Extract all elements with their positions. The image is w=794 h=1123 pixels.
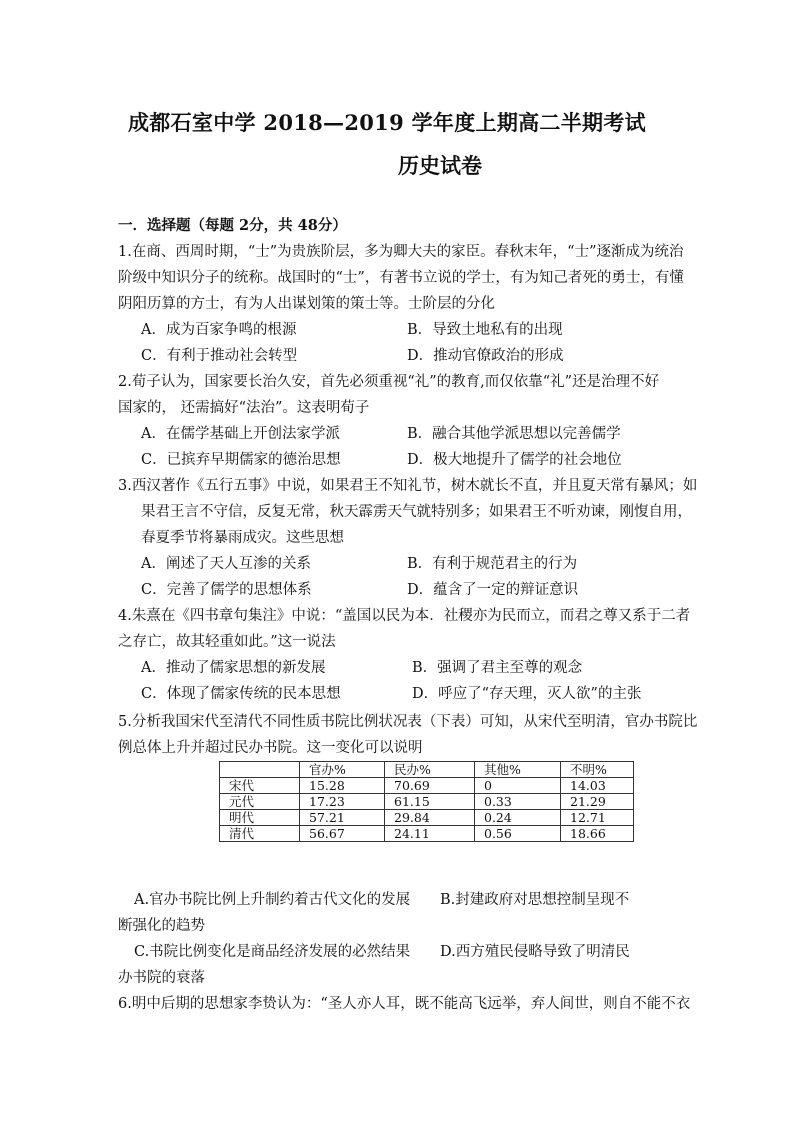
q4-option-d: D．呼应了“存天理，灭人欲”的主张	[412, 686, 642, 702]
q5-option-d: D.西方殖民侵略导致了明清民	[440, 944, 630, 960]
table-cell: 元代	[220, 794, 300, 810]
q4-option-a: A．推动了儒家思想的新发展	[141, 660, 326, 676]
table-cell: 24.11	[385, 826, 475, 842]
table-cell: 57.21	[300, 810, 385, 826]
table-header-cell: 不明%	[561, 762, 634, 778]
table-cell: 12.71	[561, 810, 634, 826]
table-cell: 0	[475, 778, 561, 794]
q5-option-b: B.封建政府对思想控制呈现不	[440, 892, 630, 908]
q3-option-d: D．蕴含了一定的辩证意识	[407, 582, 579, 598]
table-header-cell: 民办%	[385, 762, 475, 778]
q3-stem-line-3: 春夏季节将暴雨成灾。这些思想	[141, 530, 344, 546]
q6-stem-line-1: 6.明中后期的思想家李贽认为：“圣人亦人耳，既不能高飞远举，弃人间世，则自不能不衣	[118, 996, 691, 1012]
q1-stem-line-3: 阴阳历算的方士，有为人出谋划策的策士等。士阶层的分化	[118, 296, 495, 312]
q1-option-a: A．成为百家争鸣的根源	[141, 322, 297, 338]
q4-stem-line-1: 4.朱熹在《四书章句集注》中说：“盖国以民为本．社稷亦为民而立，而君之尊又系于二者	[118, 608, 691, 624]
academy-ratio-table	[219, 761, 634, 842]
table-cell: 17.23	[300, 794, 385, 810]
q5-option-d-continued: 办书院的衰落	[118, 970, 205, 986]
q3-option-c: C．完善了儒学的思想体系	[141, 582, 312, 598]
table-row	[220, 794, 634, 810]
table-cell: 61.15	[385, 794, 475, 810]
q1-option-b: B．导致土地私有的出现	[407, 322, 563, 338]
table-cell: 18.66	[561, 826, 634, 842]
q3-stem-line-2: 果君王言不守信，反复无常，秋天霹雳天气就特别多；如果君王不听劝谏，刚愎自用，	[141, 504, 692, 520]
q2-option-c: C．已摈弃早期儒家的德治思想	[141, 452, 341, 468]
table-row	[220, 778, 634, 794]
q4-stem-line-2: 之存亡，故其轻重如此。”这一说法	[118, 634, 336, 650]
q1-option-d: D．推动官僚政治的形成	[407, 348, 564, 364]
table-header-row	[220, 762, 634, 778]
q2-option-d: D．极大地提升了儒学的社会地位	[407, 452, 622, 468]
table-cell: 0.33	[475, 794, 561, 810]
table-row	[220, 810, 634, 826]
q5-option-a: A.官办书院比例上升制约着古代文化的发展	[134, 892, 411, 908]
table-row	[220, 826, 634, 842]
q5-stem-line-2: 例总体上升并超过民办书院。这一变化可以说明	[118, 740, 423, 756]
q5-stem-line-1: 5.分析我国宋代至清代不同性质书院比例状况表（下表）可知，从宋代至明清，官办书院比	[118, 714, 698, 730]
table-cell: 56.67	[300, 826, 385, 842]
q2-option-a: A．在儒学基础上开创法家学派	[141, 426, 340, 442]
q4-option-c: C．体现了儒家传统的民本思想	[141, 686, 341, 702]
q1-stem-line-1: 1.在商、西周时期，“士”为贵族阶层，多为卿大夫的家臣。春秋末年，“士”逐渐成为统治	[118, 244, 684, 260]
table-cell: 0.56	[475, 826, 561, 842]
q1-option-c: C．有利于推动社会转型	[141, 348, 298, 364]
q3-option-a: A．阐述了天人互渗的关系	[141, 556, 311, 572]
q4-option-b: B．强调了君主至尊的观念	[412, 660, 583, 676]
table-header-cell	[220, 762, 300, 778]
exam-subtitle: 历史试卷	[398, 153, 482, 178]
q2-option-b: B．融合其他学派思想以完善儒学	[407, 426, 621, 442]
table-header-cell: 其他%	[475, 762, 561, 778]
q2-stem-line-1: 2.荀子认为，国家要长治久安，首先必须重视“礼”的教育,而仅依靠“礼”还是治理不好	[118, 374, 660, 390]
table-cell: 21.29	[561, 794, 634, 810]
section-heading: 一．选择题（每题 2分，共 48分）	[118, 217, 347, 234]
table-cell: 29.84	[385, 810, 475, 826]
table-cell: 明代	[220, 810, 300, 826]
table-cell: 宋代	[220, 778, 300, 794]
table-cell: 14.03	[561, 778, 634, 794]
table-cell: 0.24	[475, 810, 561, 826]
exam-title: 成都石室中学 2018—2019 学年度上期高二半期考试	[128, 110, 646, 135]
table-cell: 70.69	[385, 778, 475, 794]
table-cell: 清代	[220, 826, 300, 842]
q3-option-b: B．有利于规范君主的行为	[407, 556, 578, 572]
table-header-cell: 官办%	[300, 762, 385, 778]
q5-option-c: C.书院比例变化是商品经济发展的必然结果	[134, 944, 411, 960]
q5-option-b-continued: 断强化的趋势	[118, 918, 205, 934]
q3-stem-line-1: 3.西汉著作《五行五事》中说，如果君王不知礼节，树木就长不直，并且夏天常有暴风；如	[118, 478, 698, 494]
q2-stem-line-2: 国家的， 还需搞好“法治”。这表明荀子	[118, 400, 370, 416]
table-cell: 15.28	[300, 778, 385, 794]
q1-stem-line-2: 阶级中知识分子的统称。战国时的“士”，有著书立说的学士，有为知己者死的勇士，有懂	[118, 270, 684, 286]
